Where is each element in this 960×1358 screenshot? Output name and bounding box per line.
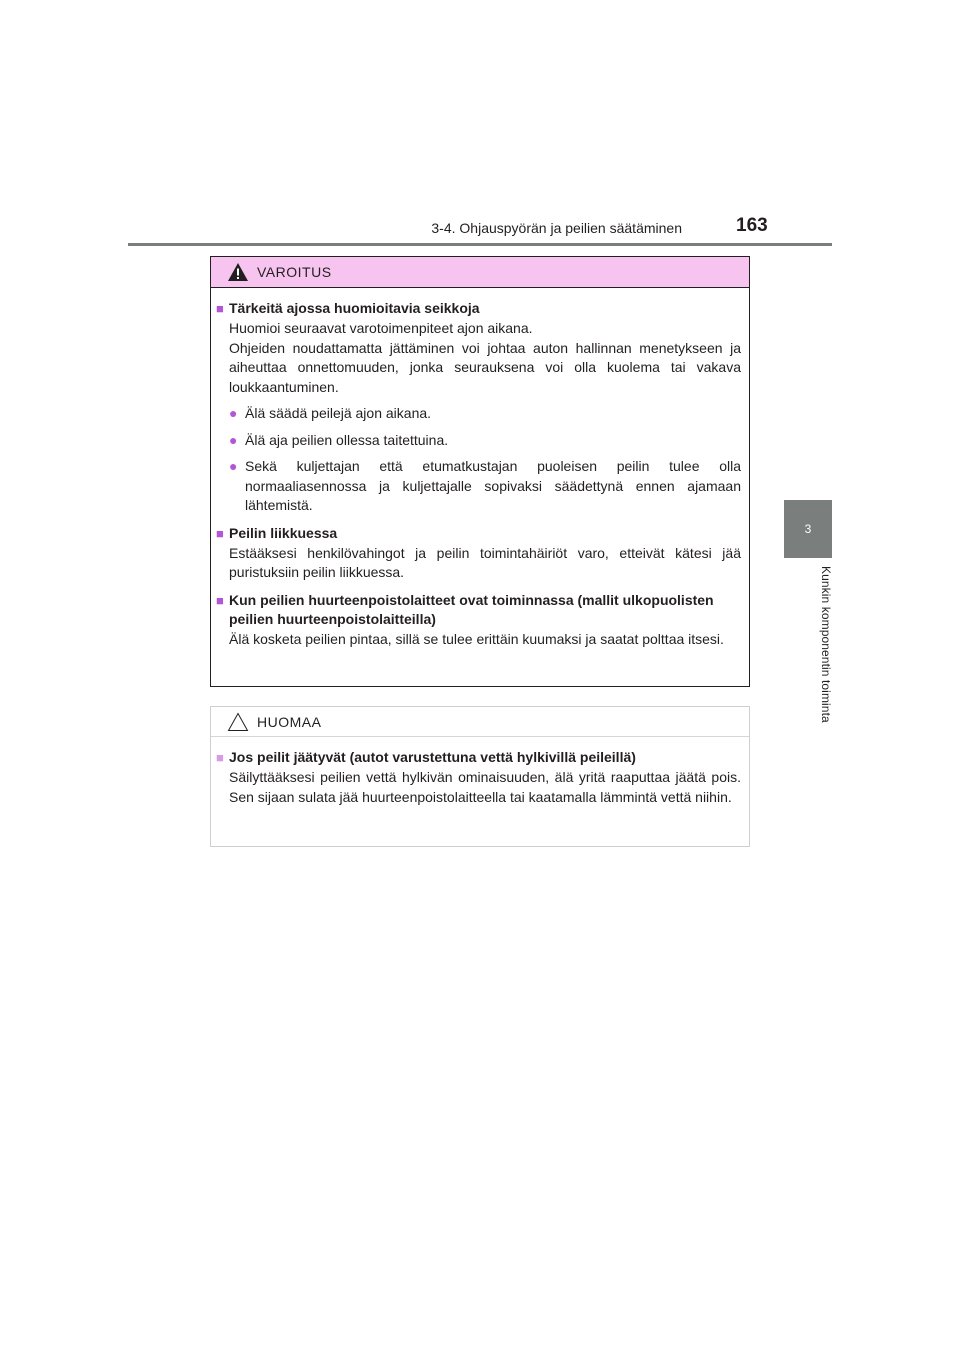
warning-section-driving	[216, 299, 741, 516]
chapter-side-label	[783, 566, 833, 752]
list-item-text: Älä aja peilien ollessa taitettuina.	[245, 431, 449, 448]
warning-triangle-icon	[227, 262, 249, 282]
header-divider	[128, 243, 832, 246]
section-title-row	[216, 591, 741, 629]
section-text: Estääksesi henkilövahingot ja peilin toimintahäiriöt varo, etteivät kätesi jää puristuksiin peilin liikkuessa.	[229, 544, 741, 580]
warning-section-defogger	[216, 591, 741, 650]
square-bullet-icon: ■	[216, 301, 224, 316]
section-text: Huomioi seuraavat varotoimenpiteet ajon aikana.	[229, 320, 533, 336]
warning-body	[211, 288, 749, 649]
section-text: Älä kosketa peilien pintaa, sillä se tulee erittäin kuumaksi ja saatat polttaa itsesi.	[229, 630, 724, 647]
warning-label: VAROITUS	[257, 264, 332, 280]
notice-box	[210, 706, 750, 847]
section-header-title: 3-4. Ohjauspyörän ja peilien säätäminen	[431, 220, 682, 236]
warning-section-mirror-moving	[216, 524, 741, 583]
section-title: Peilin liikkuessa	[229, 524, 338, 541]
notice-header	[211, 707, 749, 737]
square-bullet-icon: ■	[216, 525, 224, 541]
section-text: Säilyttääksesi peilien vettä hylkivän ominaisuuden, älä yritä raaputtaa jäätä pois. Sen sijaan sulata jää huurteenpoistolaitteella tai kaatamalla lämmintä vettä niihin.	[229, 769, 741, 805]
section-title-row	[216, 524, 741, 543]
notice-body	[211, 737, 749, 807]
list-item	[216, 404, 741, 424]
caution-outline-triangle-icon	[227, 712, 249, 732]
section-text: Ohjeiden noudattamatta jättäminen voi johtaa auton hallinnan menetykseen ja aiheuttaa onnettomuuden, jonka seurauksena voi olla kuolema tai vakava loukkaantuminen.	[229, 339, 741, 395]
list-item-text: Älä säädä peilejä ajon aikana.	[245, 405, 432, 421]
square-bullet-icon: ■	[216, 592, 224, 608]
list-item	[216, 431, 741, 451]
chapter-number: 3	[804, 522, 812, 536]
section-title: Kun peilien huurteenpoistolaitteet ovat toiminnassa (mallit ulkopuolisten peilien huurteenpoistolaitteilla)	[229, 591, 714, 627]
page-number: 163	[736, 215, 768, 236]
list-item-text: Sekä kuljettajan että etumatkustajan puoleisen peilin tulee olla normaaliasennossa ja kuljettajalle sopivaksi säädettynä ennen ajamaan lähtemistä.	[245, 458, 741, 513]
notice-label: HUOMAA	[257, 713, 322, 730]
notice-section-frozen-mirrors	[216, 748, 741, 807]
chapter-tab	[784, 500, 832, 558]
warning-box	[210, 256, 750, 687]
section-title-row	[216, 748, 741, 767]
circle-bullet-icon: ●	[229, 458, 238, 474]
circle-bullet-icon: ●	[229, 431, 238, 448]
warning-header	[211, 257, 749, 288]
section-title: Jos peilit jäätyvät (autot varustettuna vettä hylkivillä peileillä)	[229, 749, 636, 765]
section-title-row	[216, 299, 741, 318]
square-bullet-icon: ■	[216, 750, 224, 765]
list-item	[216, 457, 741, 516]
circle-bullet-icon: ●	[229, 405, 238, 421]
section-title: Tärkeitä ajossa huomioitavia seikkoja	[229, 300, 480, 316]
chapter-label: Kunkin komponentin toiminta	[819, 566, 833, 723]
